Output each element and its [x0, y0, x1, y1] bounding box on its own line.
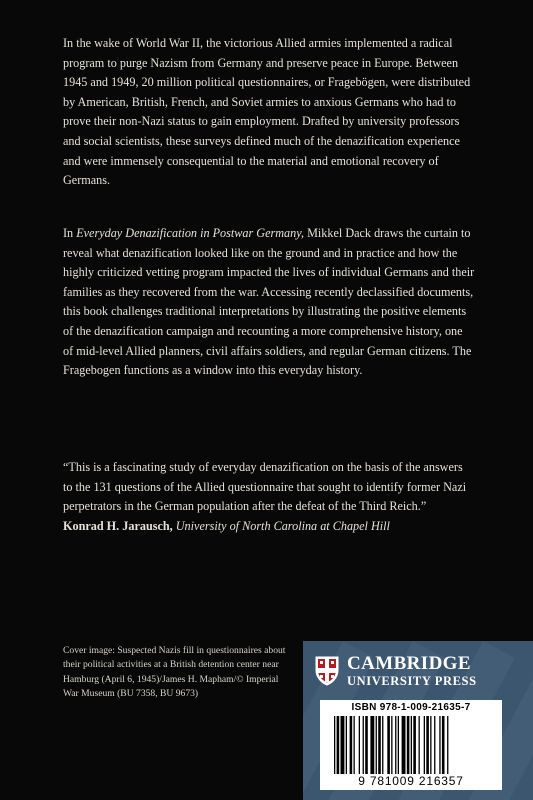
barcode-bar [402, 716, 406, 774]
barcode-bar [370, 716, 374, 774]
barcode-bar [407, 716, 410, 774]
barcode-bar [411, 716, 412, 774]
barcode-bar [365, 716, 368, 774]
barcode-bar [363, 716, 364, 774]
barcode-bar [413, 716, 416, 774]
endorsement [63, 458, 475, 536]
barcode-bar [391, 716, 392, 774]
barcode-bar [346, 716, 347, 774]
endorser-affiliation: University of North Carolina at Chapel Hill [172, 518, 390, 533]
barcode-bar [387, 716, 390, 774]
barcode-bar [376, 716, 377, 774]
barcode-bar [426, 716, 429, 774]
endorsement-quote: “This is a fascinating study of everyday denazification on the basis of the answers to the 131 questions of the Allied questionnaire that sought to identify former Nazi perpetrators in the German population after the defeat of the Third Reich.” [63, 460, 467, 514]
barcode-bar [341, 716, 345, 774]
barcode-bar [395, 716, 396, 774]
barcode [320, 700, 502, 790]
barcode-bar [434, 716, 435, 774]
paragraph-intro: In [63, 226, 77, 240]
cambridge-shield-icon [315, 656, 339, 686]
publisher-name-line1: CAMBRIDGE [347, 653, 471, 675]
description-paragraph-1 [63, 34, 475, 191]
barcode-bar [350, 716, 353, 774]
publisher-panel [303, 641, 533, 800]
description-text-1: In the wake of World War II, the victorious Allied armies implemented a radical program to purge Nazism from Germany and preserve peace in Europe. Between 1945 and 1949, 20 million political questionnaires, or Fragebögen, were distributed by American, British, French, and Soviet armies to anxious Germans who had to prove their non-Nazi status to gain employment. Drafted by university professors and social scientists, these surveys defined much of the denazification experience and were immensely consequential to the material and emotional recovery of Germans. [63, 36, 471, 188]
barcode-bar [359, 716, 360, 774]
endorsement-attribution [63, 517, 475, 537]
barcode-bars [330, 716, 494, 774]
barcode-bar [378, 716, 381, 774]
endorser-name: Konrad H. Jarausch, [63, 518, 173, 533]
barcode-bar [382, 716, 383, 774]
barcode-bar [419, 716, 420, 774]
isbn-label: ISBN 978-1-009-21635-7 [351, 702, 471, 713]
barcode-bar [424, 716, 425, 774]
barcode-number: 9 781009 216357 [358, 774, 464, 788]
barcode-bar [337, 716, 340, 774]
barcode-bar [430, 716, 431, 774]
publisher-name [347, 654, 477, 688]
cover-image-credit: Cover image: Suspected Nazis fill in questionnaires about their political activities at a British detention center near Hamburg (April 6, 1945)/James H. Mapham/© Imperial War Museum (BU 7358, BU 9673) [63, 645, 286, 700]
barcode-bar [354, 716, 355, 774]
book-title: Everyday Denazification in Postwar Germany, [76, 226, 305, 240]
barcode-bar [447, 716, 448, 774]
barcode-bar [439, 716, 440, 774]
publisher-logo [315, 651, 525, 691]
description-text-2 [63, 224, 475, 381]
barcode-bar [398, 716, 399, 774]
description-paragraph-2 [63, 224, 475, 381]
barcode-bar [442, 716, 445, 774]
barcode-bar [334, 716, 335, 774]
paragraph-body: Mikkel Dack draws the curtain to reveal what denazification looked like on the ground and in practice and how the highly criticized vetting program impacted the lives of individual Germans and their families as they recovered from the war. Accessing recently declassified documents, this book challenges traditional interpretations by illustrating the positive elements of the denazification campaign and recounting a more comprehensive history, one of mid-level Allied planners, civil affairs soldiers, and regular German citizens. The Fragebogen functions as a window into this everyday history. [63, 226, 475, 378]
publisher-name-line2: UNIVERSITY PRESS [347, 674, 477, 689]
